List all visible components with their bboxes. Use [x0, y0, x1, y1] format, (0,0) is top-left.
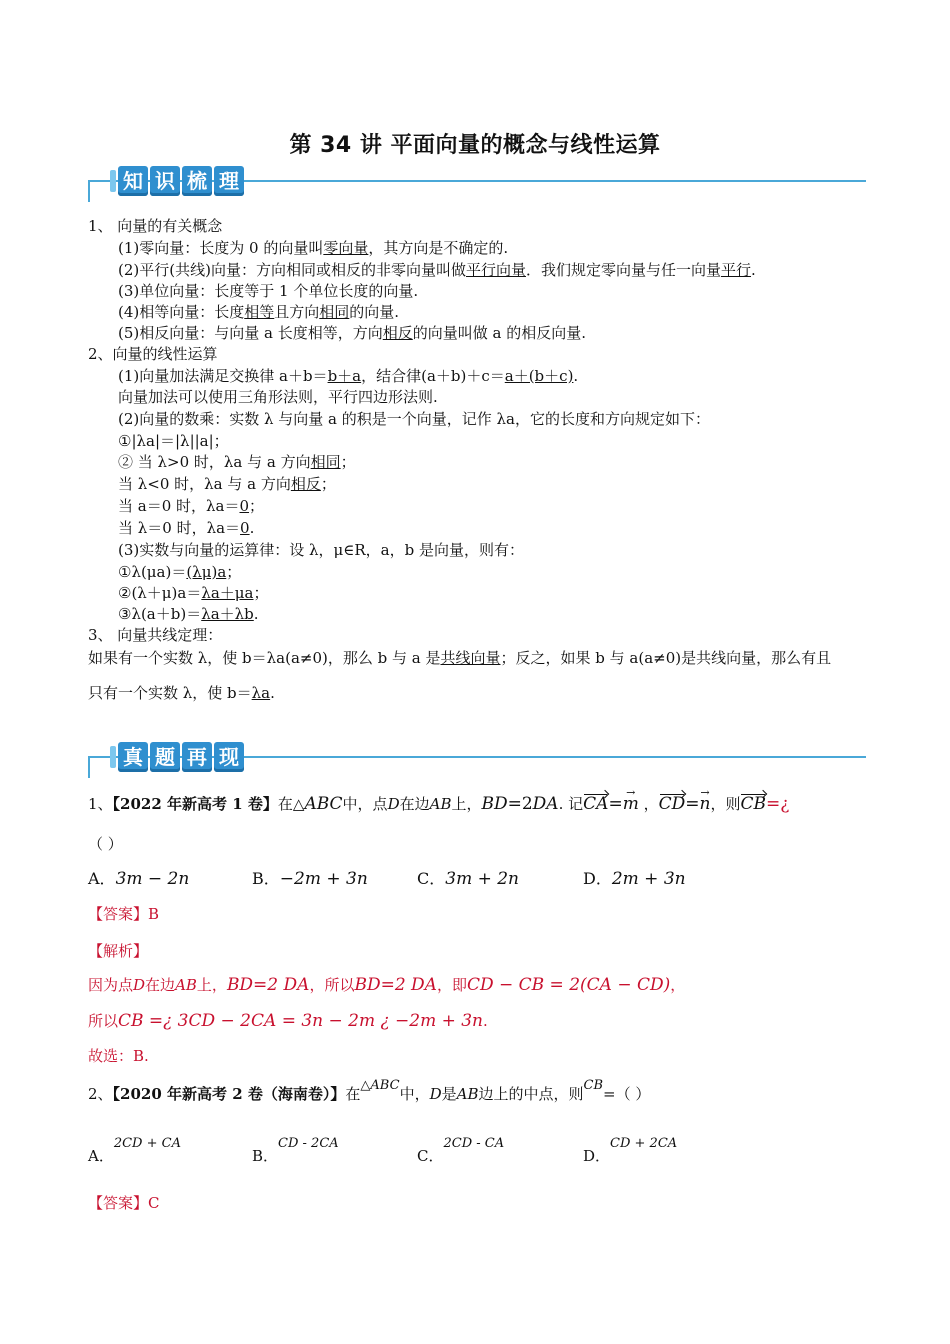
banner-char: 知: [118, 166, 148, 196]
banner-char: 梳: [182, 166, 212, 196]
text-line: 向量加法可以使用三角形法则，平行四边形法则.: [118, 388, 438, 406]
answer-paren: （ ）: [88, 835, 123, 853]
text-line: (4)相等向量：长度相等且方向相同的向量.: [118, 303, 400, 321]
text-line: (1)向量加法满足交换律 a＋b＝b＋a，结合律(a＋b)＋c＝a＋(b＋c).: [118, 367, 579, 385]
banner-char: 真: [118, 742, 148, 772]
section-banner-knowledge: [88, 166, 868, 202]
text-line: (2)向量的数乘：实数 λ 与向量 a 的积是一个向量，记作 λa，它的长度和方向规定如下：: [118, 410, 710, 428]
section-banner-exam: [88, 742, 868, 778]
text-line: 当 a＝0 时，λa＝0；: [118, 497, 265, 515]
banner-char: 理: [214, 166, 244, 196]
answer-line: 【答案】B: [88, 905, 160, 923]
option-a[interactable]: A．3m − 2n: [88, 869, 190, 889]
option-c[interactable]: C．2CD - CA: [417, 1136, 505, 1165]
text-line: 如果有一个实数 λ，使 b＝λa(a≠0)，那么 b 与 a 是共线向量；反之，如果 b 与 a(a≠0)是共线向量，那么有且: [88, 649, 832, 667]
question-stem: 2、【2020 年新高考 2 卷（海南卷）】在△ABC中，D是AB边上的中点，则CB=（ ）: [88, 1078, 651, 1103]
option-a[interactable]: A．2CD + CA: [88, 1136, 181, 1165]
text-line: (3)实数与向量的运算律：设 λ，μ∈R，a，b 是向量，则有：: [118, 541, 524, 559]
text-line: (1)零向量：长度为 0 的向量叫零向量，其方向是不确定的.: [118, 239, 509, 257]
text-line: 当 λ＝0 时，λa＝0.: [118, 519, 255, 537]
banner-char: 识: [150, 166, 180, 196]
text-line: 只有一个实数 λ，使 b＝λa.: [88, 684, 275, 702]
solution-line: 故选：B.: [88, 1047, 149, 1065]
answer-line: 【答案】C: [88, 1194, 160, 1212]
section-heading: 3、 向量共线定理：: [88, 626, 223, 644]
option-d[interactable]: D．CD + 2CA: [583, 1136, 678, 1165]
option-b[interactable]: B．−2m + 3n: [252, 869, 368, 889]
text-line: (3)单位向量：长度等于 1 个单位长度的向量.: [118, 282, 419, 300]
text-line: ② 当 λ>0 时，λa 与 a 方向相同；: [118, 453, 356, 471]
banner-char: 现: [214, 742, 244, 772]
text-line: ①|λa|＝|λ||a|；: [118, 432, 229, 450]
banner-char: 再: [182, 742, 212, 772]
option-d[interactable]: D．2m + 3n: [583, 869, 686, 889]
text-line: (2)平行(共线)向量：方向相同或相反的非零向量叫做平行向量．我们规定零向量与任一向量平行.: [118, 261, 756, 279]
section-heading: 2、向量的线性运算: [88, 345, 218, 363]
text-line: ①λ(μa)＝(λμ)a；: [118, 563, 242, 581]
page-title: 第 34 讲 平面向量的概念与线性运算: [289, 133, 661, 158]
text-line: ③λ(a＋b)＝λa＋λb.: [118, 605, 259, 623]
text-line: (5)相反向量：与向量 a 长度相等，方向相反的向量叫做 a 的相反向量.: [118, 324, 586, 342]
question-stem: 1、【2022 年新高考 1 卷】在△ABC中，点D在边AB上，BD=2DA. 记CA=→ m ，CD=→ n，则CB=¿: [88, 793, 789, 815]
analysis-label: 【解析】: [88, 942, 149, 960]
section-heading: 1、 向量的有关概念: [88, 217, 223, 235]
solution-line: 所以CB =¿ 3CD − 2CA = 3n − 2m ¿ −2m + 3n.: [88, 1011, 488, 1031]
text-line: ②(λ＋μ)a＝λa＋μa；: [118, 584, 269, 602]
text-line: 当 λ<0 时，λa 与 a 方向相反；: [118, 475, 336, 493]
option-b[interactable]: B．CD - 2CA: [252, 1136, 339, 1165]
solution-line: 因为点D在边AB上，BD=2 DA，所以BD=2 DA，即CD − CB = 2(CA − CD)，: [88, 975, 686, 995]
banner-char: 题: [150, 742, 180, 772]
option-c[interactable]: C．3m + 2n: [417, 869, 520, 889]
